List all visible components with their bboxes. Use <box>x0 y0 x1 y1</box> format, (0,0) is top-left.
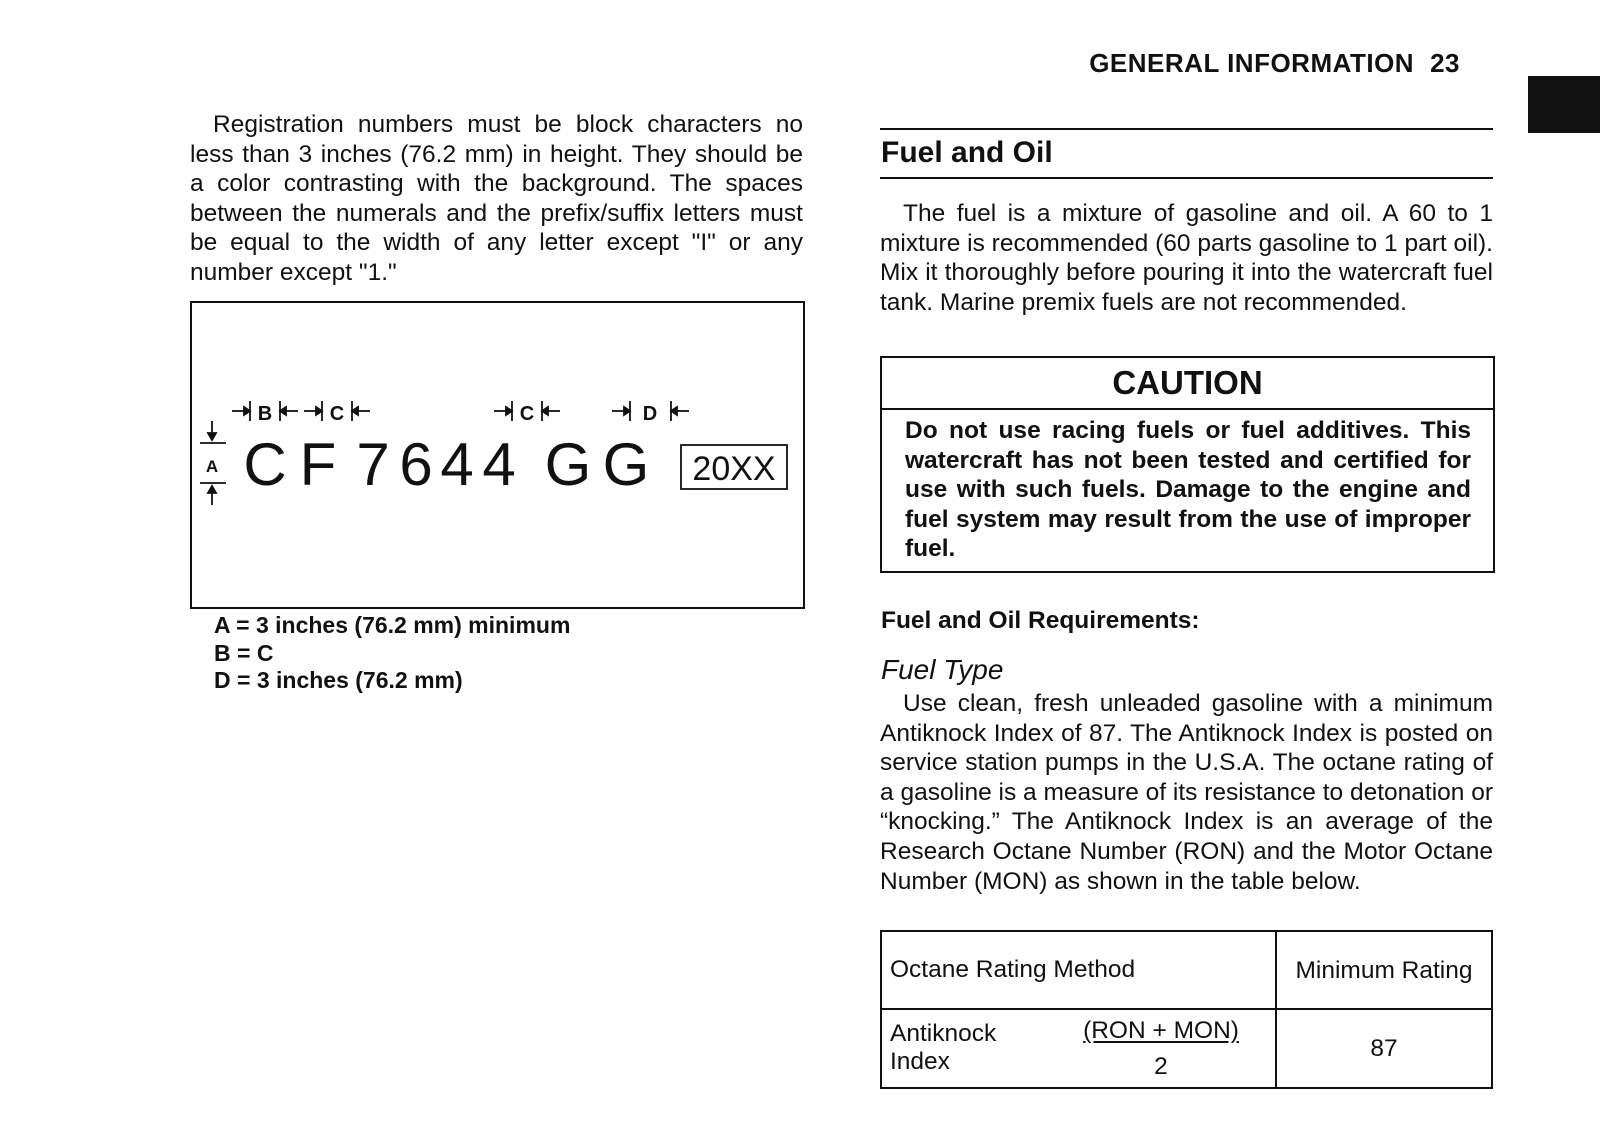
year-sticker-text: 20XX <box>692 450 776 488</box>
caption-line: D = 3 inches (76.2 mm) <box>214 667 463 693</box>
dim-label-d: D <box>642 403 658 425</box>
formula-denominator: 2 <box>1154 1053 1168 1080</box>
header-min-text: Minimum Rating <box>1295 956 1473 984</box>
rating-value-cell: 87 <box>1276 1009 1492 1088</box>
diagram-caption <box>214 612 570 695</box>
running-header <box>1089 48 1460 79</box>
reg-char: C <box>243 431 287 498</box>
requirements-heading: Fuel and Oil Requirements: <box>881 607 1200 634</box>
header-min-cell <box>1276 931 1492 1009</box>
registration-text: Registration numbers must be block characters no less than 3 inches (76.2 mm) in height. They should be a color contrasting with the background. The spaces between the numerals and the prefix/suffix letters must be equal to the width of any letter except "I" or any number except "1." <box>190 111 803 286</box>
header-method-cell: Octane Rating Method <box>881 931 1276 1009</box>
registration-characters <box>243 431 649 498</box>
reg-char: 7 <box>356 431 390 498</box>
reg-char: 4 <box>440 431 474 498</box>
caution-box <box>880 356 1495 573</box>
table-row <box>881 1009 1492 1088</box>
reg-char: G <box>544 431 592 498</box>
section-name: GENERAL INFORMATION <box>1089 48 1415 78</box>
table-header-row <box>881 931 1492 1009</box>
registration-number-diagram <box>190 301 805 609</box>
diagram-svg <box>192 303 803 607</box>
title-rule-bottom <box>880 177 1493 179</box>
dim-label-c-first: C <box>329 403 345 425</box>
reg-char: F <box>299 431 337 498</box>
fuel-mixture-paragraph <box>880 199 1493 317</box>
caption-line: A = 3 inches (76.2 mm) minimum <box>214 612 571 638</box>
antiknock-cell <box>881 1009 1276 1088</box>
fuel-type-text: Use clean, fresh unleaded gasoline with a minimum Antiknock Index of 87. The Antiknock Index is posted on service station pumps in the U.S.A. The octane rating of a gasoline is a measure of its resistance to detonation or “knocking.” The Antiknock Index is an average of the Research Octane Number (RON) and the Motor Octane Number (MON) as shown in the table below. <box>880 690 1493 895</box>
reg-char: 6 <box>399 431 433 498</box>
reg-char: 4 <box>482 431 516 498</box>
caution-title: CAUTION <box>882 358 1493 410</box>
caution-body: Do not use racing fuels or fuel additives. This watercraft has not been tested and certified for use with such fuels. Damage to the engine and fuel system may result from the use of improper fuel. <box>905 417 1471 563</box>
registration-paragraph <box>190 110 803 288</box>
formula <box>1074 1017 1248 1081</box>
fuel-mixture-text: The fuel is a mixture of gasoline and oil. A 60 to 1 mixture is recommended (60 parts gasoline to 1 part oil). Mix it thoroughly before pouring it into the watercraft fuel tank. Marine premix fuels are not recommended. <box>880 200 1493 316</box>
formula-numerator: (RON + MON) <box>1083 1017 1239 1044</box>
dim-label-c-second: C <box>519 403 535 425</box>
antiknock-label: Antiknock Index <box>890 1020 997 1075</box>
reg-char: G <box>602 431 650 498</box>
dim-label-a: A <box>205 457 219 476</box>
dim-label-b: B <box>257 403 273 425</box>
page-number: 23 <box>1430 48 1460 78</box>
section-title: Fuel and Oil <box>881 136 1053 169</box>
title-rule-top <box>880 128 1493 130</box>
caption-line: B = C <box>214 639 274 666</box>
octane-table <box>880 930 1493 1089</box>
chapter-tab-marker <box>1528 76 1600 133</box>
fuel-type-paragraph <box>880 689 1493 896</box>
fuel-type-heading: Fuel Type <box>881 654 1004 685</box>
